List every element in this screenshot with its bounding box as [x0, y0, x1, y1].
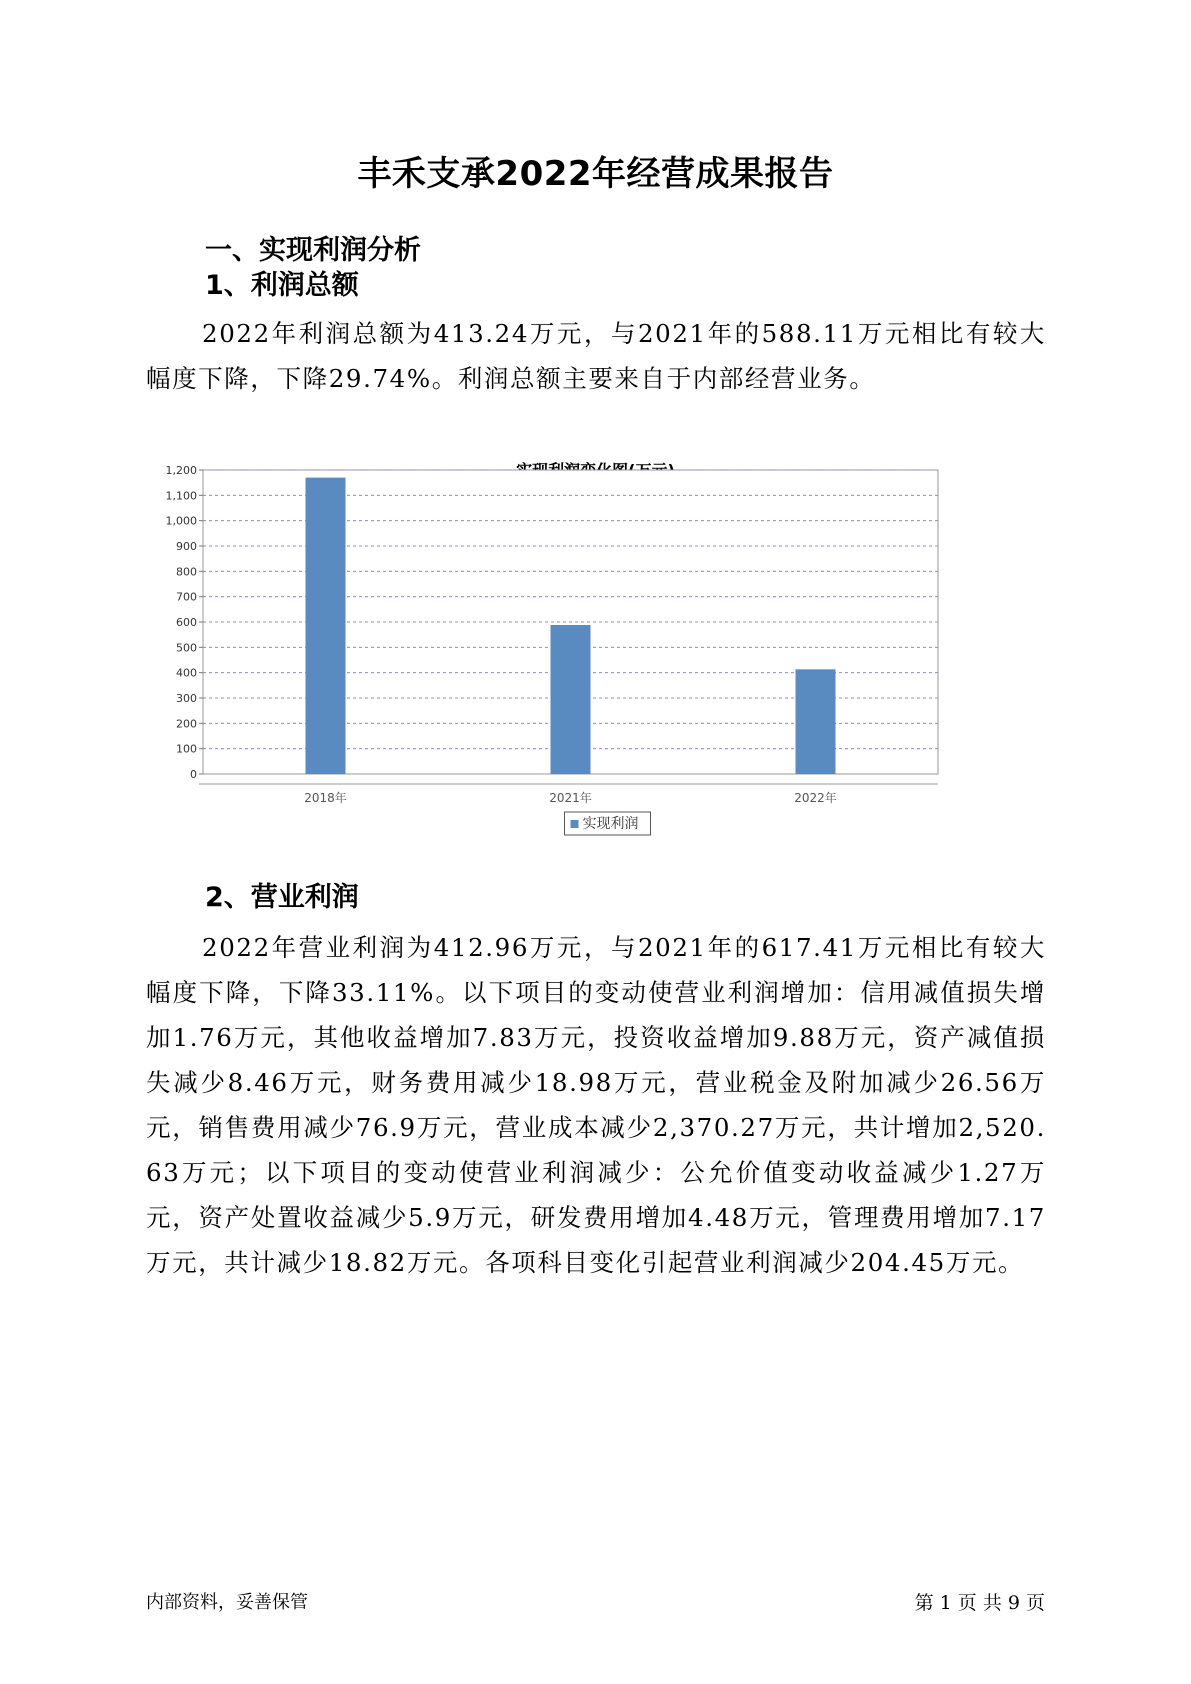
- y-tick-label: 900: [176, 540, 197, 553]
- section-heading-profit-analysis: 一、实现利润分析: [205, 235, 421, 266]
- bar: [551, 625, 591, 774]
- paragraph-operating-profit: 2022年营业利润为412.96万元，与2021年的617.41万元相比有较大幅度下降，下降33.11%。以下项目的变动使营业利润增加：信用减值损失增加1.76万元，其他收益增加7.83万元，投资收益增加9.88万元，资产减值损失减少8.46万元，财务费用减少18.98万元，营业税金及附加减少26.56万元，销售费用减少76.9万元，营业成本减少2,370.27万元，共计增加2,520.63万元；以下项目的变动使营业利润减少：公允价值变动收益减少1.27万元，资产处置收益减少5.9万元，研发费用增加4.48万元，管理费用增加7.17万元，共计减少18.82万元。各项科目变化引起营业利润减少204.45万元。: [146, 933, 1046, 1277]
- y-tick-label: 1,200: [165, 464, 197, 477]
- x-tick-label: 2018年: [304, 791, 347, 805]
- y-tick-label: 200: [176, 717, 197, 731]
- y-tick-label: 100: [176, 742, 197, 756]
- y-tick-label: 300: [176, 692, 197, 705]
- paragraph-total-profit: 2022年利润总额为413.24万元，与2021年的588.11万元相比有较大幅度下降，下降29.74%。利润总额主要来自于内部经营业务。: [146, 319, 1046, 393]
- y-tick-label: 800: [176, 565, 197, 579]
- subheading-operating-profit: 2、营业利润: [205, 882, 359, 913]
- y-tick-label: 1,000: [165, 514, 197, 528]
- x-tick-label: 2022年: [794, 791, 837, 805]
- y-tick-label: 1,100: [165, 489, 197, 503]
- y-tick-label: 600: [176, 616, 197, 629]
- bar: [796, 669, 836, 774]
- legend-swatch: [571, 820, 579, 828]
- subheading-total-profit: 1、利润总额: [205, 270, 359, 301]
- y-tick-label: 400: [176, 666, 197, 680]
- y-tick-label: 700: [176, 590, 197, 604]
- legend-label: 实现利润: [582, 816, 639, 832]
- footer-page-number: 第 1 页 共 9 页: [914, 1592, 1045, 1614]
- y-tick-label: 500: [176, 641, 197, 655]
- footer-confidential-note: 内部资料，妥善保管: [146, 1592, 308, 1613]
- bar: [306, 478, 346, 774]
- x-tick-label: 2021年: [549, 791, 592, 805]
- document-title: 丰禾支承2022年经营成果报告: [357, 154, 834, 194]
- y-tick-label: 0: [190, 768, 197, 781]
